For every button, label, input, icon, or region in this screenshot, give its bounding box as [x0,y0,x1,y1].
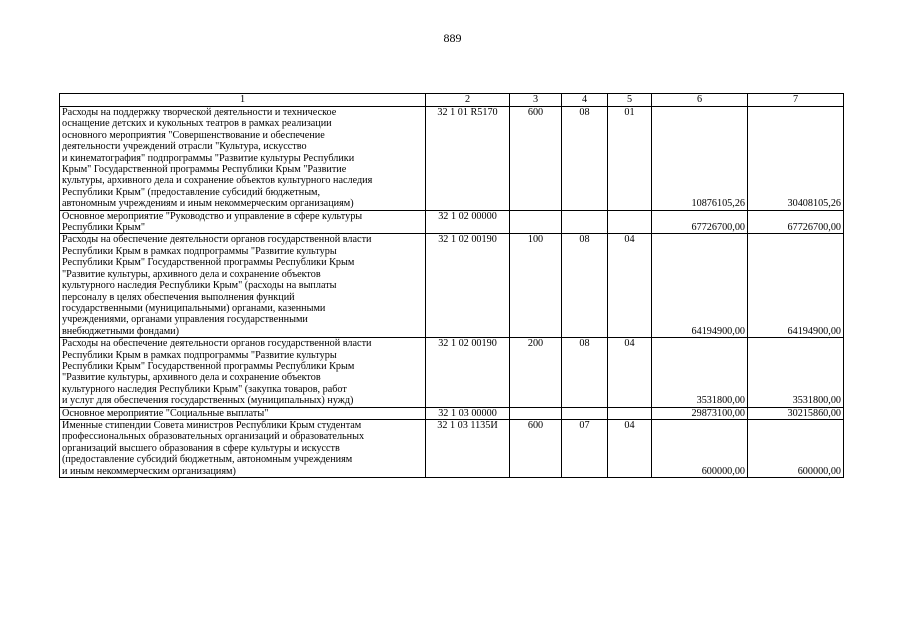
row-col3 [510,407,562,419]
row-amount-6: 10876105,26 [652,107,748,211]
row-description: Расходы на обеспечение деятельности органов государственной власти Республики Крым в рамках подпрограммы "Развитие культуры Республики Крым" Государственной программы Республики Крым "Развитие культуры, архивного дела и сохранение объектов культурного наследия Республики Крым" (закупка товаров, работ и услуг для обеспечения государственных (муниципальных) нужд) [60,338,426,407]
row-amount-7: 30408105,26 [748,107,844,211]
row-code: 32 1 02 00190 [426,338,510,407]
row-code: 32 1 01 R5170 [426,107,510,211]
budget-table [59,93,844,478]
row-description: Основное мероприятие "Социальные выплаты" [60,407,426,419]
header-cell: 7 [748,94,844,107]
row-col5: 04 [608,338,652,407]
row-description: Именные стипендии Совета министров Республики Крым студентам профессиональных образовательных организаций и образовательных организаций высшего образования в сфере культуры и искусств (предоставление субсидий бюджетным, автономным учреждениям и иным некоммерческим организациям) [60,419,426,477]
row-col5: 04 [608,419,652,477]
row-col4: 08 [562,338,608,407]
row-code: 32 1 02 00000 [426,210,510,234]
header-cell: 3 [510,94,562,107]
table-row [60,210,844,234]
row-col3: 600 [510,107,562,211]
header-cell: 5 [608,94,652,107]
row-code: 32 1 03 1135И [426,419,510,477]
row-col4: 08 [562,107,608,211]
row-col5 [608,407,652,419]
table-row [60,407,844,419]
row-amount-6: 600000,00 [652,419,748,477]
row-code: 32 1 03 00000 [426,407,510,419]
row-col4: 08 [562,234,608,338]
row-code: 32 1 02 00190 [426,234,510,338]
table-row [60,234,844,338]
row-col3: 100 [510,234,562,338]
table-header-row [60,94,844,107]
row-col5 [608,210,652,234]
row-amount-7: 30215860,00 [748,407,844,419]
row-col4: 07 [562,419,608,477]
row-description: Основное мероприятие "Руководство и управление в сфере культуры Республики Крым" [60,210,426,234]
page-number: 889 [443,31,462,45]
header-cell: 6 [652,94,748,107]
row-amount-6: 29873100,00 [652,407,748,419]
row-col3 [510,210,562,234]
row-amount-6: 67726700,00 [652,210,748,234]
row-col3: 200 [510,338,562,407]
table-row [60,419,844,477]
row-amount-7: 600000,00 [748,419,844,477]
row-amount-6: 64194900,00 [652,234,748,338]
row-amount-7: 67726700,00 [748,210,844,234]
row-description: Расходы на обеспечение деятельности органов государственной власти Республики Крым в рамках подпрограммы "Развитие культуры Республики Крым" Государственной программы Республики Крым "Развитие культуры, архивного дела и сохранение объектов культурного наследия Республики Крым" (расходы на выплаты персоналу в целях обеспечения выполнения функций государственными (муниципальными) органами, казенными учреждениями, органами управления государственными внебюджетными фондами) [60,234,426,338]
row-amount-6: 3531800,00 [652,338,748,407]
row-amount-7: 64194900,00 [748,234,844,338]
table-row [60,107,844,211]
header-cell: 4 [562,94,608,107]
row-col4 [562,407,608,419]
header-cell: 1 [60,94,426,107]
row-col5: 04 [608,234,652,338]
row-col5: 01 [608,107,652,211]
row-amount-7: 3531800,00 [748,338,844,407]
row-col4 [562,210,608,234]
row-description: Расходы на поддержку творческой деятельности и техническое оснащение детских и кукольных театров в рамках реализации основного мероприятия "Совершенствование и обеспечение деятельности учреждений отрасли "Культура, искусство и кинематография" подпрограммы "Развитие культуры Республики Крым" Государственной программы Республики Крым "Развитие культуры, архивного дела и сохранение объектов культурного наследия Республики Крым" (предоставление субсидий бюджетным, автономным учреждениям и иным некоммерческим организациям) [60,107,426,211]
row-col3: 600 [510,419,562,477]
header-cell: 2 [426,94,510,107]
table-row [60,338,844,407]
